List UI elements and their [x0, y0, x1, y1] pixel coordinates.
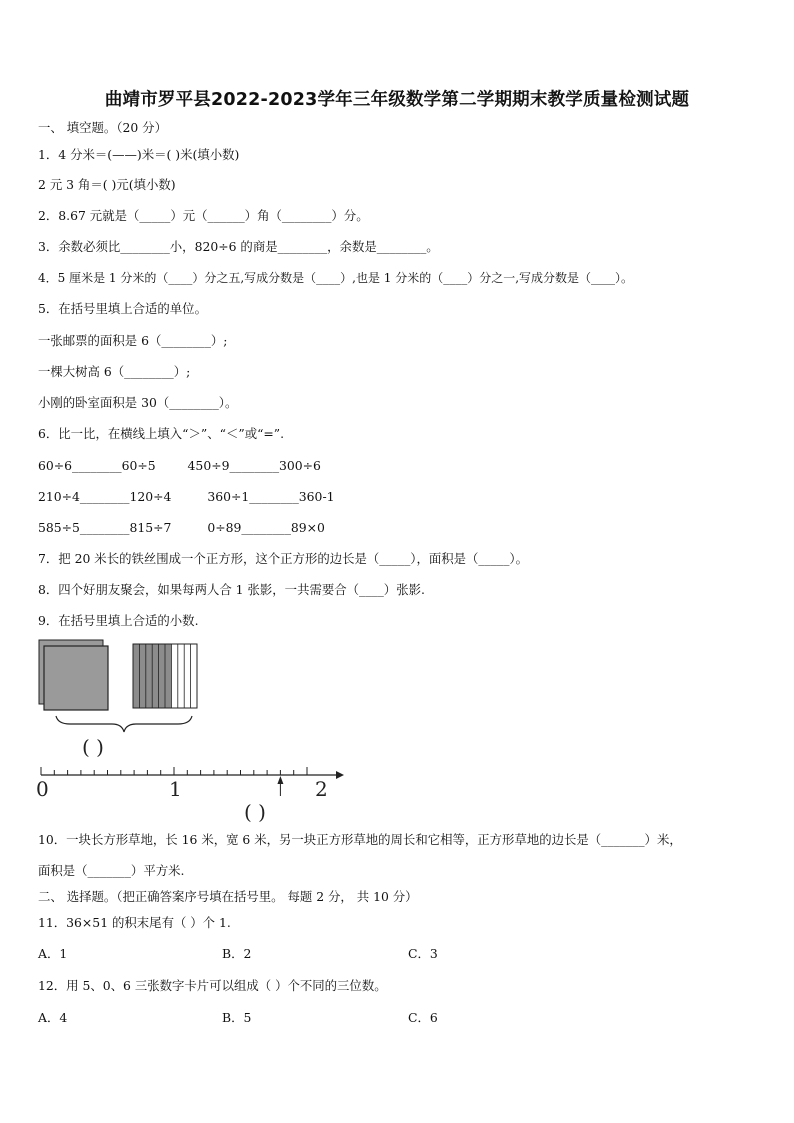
- comparison-right: 360÷1________360-1: [207, 489, 335, 504]
- question-5c: 小刚的卧室面积是 30（________）。: [38, 395, 238, 410]
- partial-square: [133, 644, 197, 708]
- section-2-heading: 二、 选择题。（把正确答案序号填在括号里。 每题 2 分， 共 10 分）: [38, 889, 418, 904]
- question-12-options: [38, 1010, 438, 1026]
- comparison-left: 585÷5________815÷7: [38, 520, 172, 535]
- question-5b: 一棵大树高 6（________）;: [38, 364, 191, 379]
- question-6-row: [38, 520, 325, 536]
- brace-icon: [56, 716, 192, 732]
- option-a[interactable]: A．4: [38, 1010, 68, 1025]
- question-6-row: [38, 458, 321, 474]
- comparison-left: 60÷6________60÷5: [38, 458, 156, 473]
- section-1-heading: 一、 填空题。（20 分）: [38, 120, 167, 135]
- question-11: 11．36×51 的积末尾有（ ）个 1.: [38, 915, 231, 930]
- option-b[interactable]: B．5: [222, 1010, 252, 1025]
- question-4: 4．5 厘米是 1 分米的（____）分之五,写成分数是（____）,也是 1 分米的（____）分之一,写成分数是（____）。: [38, 271, 634, 285]
- comparison-left: 210÷4________120÷4: [38, 489, 172, 504]
- question-8: 8．四个好朋友聚会，如果每两人合 1 张影，一共需要合（____）张影.: [38, 582, 425, 597]
- tick-label-1: 1: [169, 777, 182, 801]
- comparison-right: 0÷89________89×0: [207, 520, 325, 535]
- question-11-options: [38, 946, 438, 962]
- question-5a: 一张邮票的面积是 6（________）;: [38, 333, 228, 348]
- question-10-continued: 面积是（_______）平方米.: [38, 863, 185, 878]
- option-b[interactable]: B．2: [222, 946, 252, 961]
- question-1: 1．4 分米＝(——)米＝( )米(填小数): [38, 147, 240, 162]
- question-5: 5．在括号里填上合适的单位。: [38, 301, 207, 316]
- question-6-row: [38, 489, 335, 505]
- option-c[interactable]: C．3: [408, 946, 438, 961]
- number-line: [41, 767, 344, 796]
- tick-label-0: 0: [36, 777, 49, 801]
- comparison-right: 450÷9________300÷6: [187, 458, 321, 473]
- question-7: 7．把 20 米长的铁丝围成一个正方形，这个正方形的边长是（_____），面积是（_____）。: [38, 551, 528, 566]
- question-1-part-b: 2 元 3 角＝( )元(填小数): [38, 177, 176, 192]
- question-9: 9．在括号里填上合适的小数.: [38, 613, 199, 628]
- question-12: 12．用 5、0、6 三张数字卡片可以组成（ ）个不同的三位数。: [38, 978, 387, 993]
- tick-label-2: 2: [315, 777, 328, 801]
- option-a[interactable]: A．1: [38, 946, 68, 961]
- decimal-figure: [36, 636, 356, 830]
- question-2: 2．8.67 元就是（_____）元（______）角（________）分。: [38, 208, 369, 223]
- question-3: 3．余数必须比________小，820÷6 的商是________，余数是________。: [38, 239, 439, 254]
- question-6: 6．比一比，在横线上填入“＞”、“＜”或“=”.: [38, 426, 285, 441]
- whole-square: [44, 646, 108, 710]
- top-answer-parens: ( ): [82, 735, 104, 759]
- question-10: 10．一块长方形草地，长 16 米，宽 6 米，另一块正方形草地的周长和它相等，正方形草地的边长是（_______）米，: [38, 832, 682, 847]
- bottom-answer-parens: ( ): [244, 800, 266, 824]
- square-and-number-line-diagram: [36, 636, 356, 826]
- option-c[interactable]: C．6: [408, 1010, 438, 1025]
- page-title: 曲靖市罗平县2022-2023学年三年级数学第二学期期末教学质量检测试题: [104, 90, 690, 110]
